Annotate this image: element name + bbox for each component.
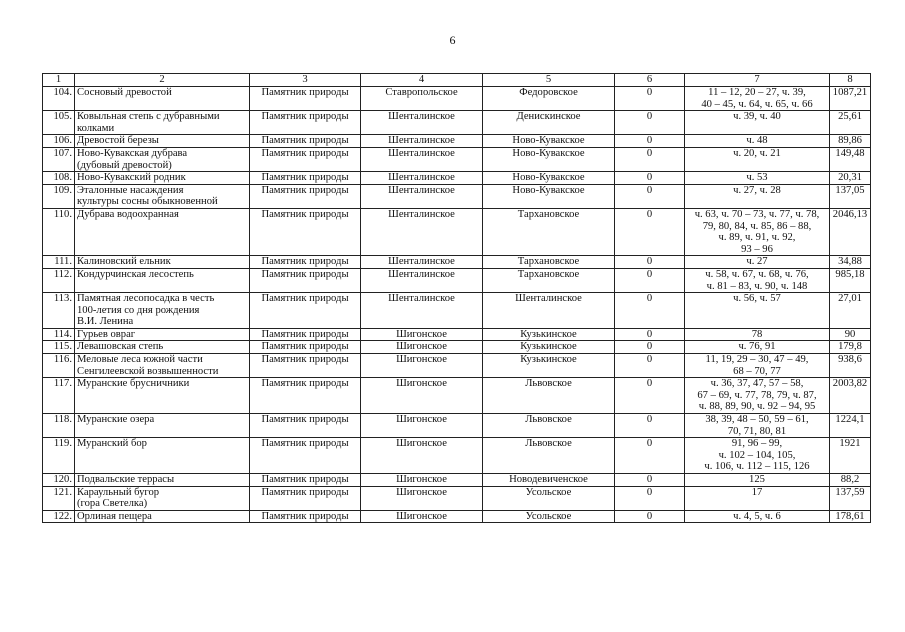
district-cell: Шигонское [361,486,483,510]
table-row [43,341,871,354]
quarters-line: 17 [751,486,763,498]
table-row [43,268,871,292]
site-name-line: Сенгилеевской возвышенности [77,365,219,377]
quarters-line: ч. 81 – 83, ч. 90, ч. 148 [706,280,808,292]
category-cell: Памятник природы [250,135,361,148]
area-cell: 938,6 [830,354,871,378]
area-cell: 90 [830,328,871,341]
zone-cell: 0 [615,474,685,487]
site-name-cell [75,135,250,148]
area-cell: 2046,13 [830,208,871,255]
area-cell: 985,18 [830,268,871,292]
forestry-cell: Львовское [483,414,615,438]
site-name-cell [75,328,250,341]
quarters-line: ч. 89, ч. 91, ч. 92, [718,232,796,244]
category-cell: Памятник природы [250,328,361,341]
quarters-cell [685,354,830,378]
category-cell: Памятник природы [250,510,361,523]
quarters-line: ч. 20, ч. 21 [733,147,781,159]
quarters-line: 68 – 70, 77 [733,365,781,377]
site-name-line: В.И. Ленина [77,316,134,328]
forestry-cell: Ново-Кувакское [483,135,615,148]
site-name-cell [75,510,250,523]
table-row [43,87,871,111]
column-header: 4 [361,74,483,87]
site-name-cell [75,474,250,487]
site-name-line: Подвальские террасы [77,474,175,485]
quarters-line: ч. 36, 37, 47, 57 – 58, [710,378,804,390]
category-cell: Памятник природы [250,341,361,354]
zone-cell: 0 [615,208,685,255]
quarters-cell [685,87,830,111]
category-cell: Памятник природы [250,378,361,414]
district-cell: Шигонское [361,474,483,487]
quarters-cell [685,172,830,185]
quarters-cell [685,474,830,487]
column-header: 2 [75,74,250,87]
district-cell: Шенталинское [361,208,483,255]
quarters-line: 93 – 96 [741,243,773,255]
column-header: 5 [483,74,615,87]
site-name-cell [75,354,250,378]
site-name-line: Левашовская степь [77,341,164,353]
site-name-cell [75,268,250,292]
forestry-cell: Шенталинское [483,293,615,329]
quarters-cell [685,341,830,354]
district-cell: Шигонское [361,510,483,523]
table-row [43,414,871,438]
district-cell: Шигонское [361,341,483,354]
site-name-line: колками [77,122,115,134]
site-name-cell [75,208,250,255]
column-header: 7 [685,74,830,87]
area-cell: 1224,1 [830,414,871,438]
district-cell: Шенталинское [361,256,483,269]
area-cell: 27,01 [830,293,871,329]
district-cell: Шигонское [361,438,483,474]
forestry-cell: Тархановское [483,268,615,292]
zone-cell: 0 [615,328,685,341]
row-number-cell: 107. [43,147,75,171]
table-row [43,172,871,185]
table-row [43,510,871,523]
quarters-cell [685,256,830,269]
row-number-cell: 111. [43,256,75,269]
quarters-line: 125 [749,474,765,485]
table-row [43,438,871,474]
site-name-cell [75,147,250,171]
row-number-cell: 112. [43,268,75,292]
table-row [43,256,871,269]
category-cell: Памятник природы [250,474,361,487]
area-cell: 88,2 [830,474,871,487]
site-name-line: Древостой березы [77,135,159,147]
category-cell: Памятник природы [250,172,361,185]
category-cell: Памятник природы [250,87,361,111]
district-cell: Шенталинское [361,172,483,185]
zone-cell: 0 [615,256,685,269]
district-cell: Шенталинское [361,111,483,135]
row-number-cell: 119. [43,438,75,474]
forestry-cell: Тархановское [483,256,615,269]
site-name-line: Гурьев овраг [77,328,136,340]
site-name-cell [75,414,250,438]
forestry-cell: Ново-Кувакское [483,184,615,208]
forestry-cell: Ново-Кувакское [483,147,615,171]
quarters-line: 70, 71, 80, 81 [727,425,787,437]
quarters-line: ч. 39, ч. 40 [733,111,781,123]
table-row [43,208,871,255]
quarters-line: ч. 88, 89, 90, ч. 92 – 94, 95 [698,401,816,413]
area-cell: 20,31 [830,172,871,185]
quarters-cell [685,328,830,341]
quarters-line: 79, 80, 84, ч. 85, 86 – 88, [702,220,812,232]
row-number-cell: 104. [43,87,75,111]
quarters-cell [685,378,830,414]
site-name-line: Муранские брусничники [77,378,190,390]
category-cell: Памятник природы [250,438,361,474]
quarters-line: ч. 106, ч. 112 – 115, 126 [704,461,810,473]
quarters-cell [685,293,830,329]
row-number-cell: 109. [43,184,75,208]
row-number-cell: 114. [43,328,75,341]
row-number-cell: 108. [43,172,75,185]
site-name-line: 100-летия со дня рождения [77,304,200,316]
quarters-line: 11, 19, 29 – 30, 47 – 49, [705,354,809,366]
site-name-line: (дубовый древостой) [77,159,172,171]
district-cell: Шенталинское [361,135,483,148]
site-name-line: Орлиная пещера [77,510,152,522]
category-cell: Памятник природы [250,414,361,438]
site-name-line: Муранский бор [77,438,147,450]
table-row [43,135,871,148]
quarters-cell [685,486,830,510]
site-name-line: Ново-Кувакский родник [77,172,186,184]
forestry-cell: Усольское [483,510,615,523]
area-cell: 137,59 [830,486,871,510]
category-cell: Памятник природы [250,147,361,171]
area-cell: 178,61 [830,510,871,523]
zone-cell: 0 [615,172,685,185]
district-cell: Ставропольское [361,87,483,111]
site-name-cell [75,172,250,185]
quarters-line: 11 – 12, 20 – 27, ч. 39, [708,87,806,98]
table-row [43,328,871,341]
table-body [43,87,871,523]
row-number-cell: 106. [43,135,75,148]
site-name-line: Кондурчинская лесостепь [77,268,194,280]
zone-cell: 0 [615,135,685,148]
area-cell: 179,8 [830,341,871,354]
site-name-cell [75,293,250,329]
site-name-cell [75,486,250,510]
district-cell: Шенталинское [361,268,483,292]
category-cell: Памятник природы [250,256,361,269]
zone-cell: 0 [615,268,685,292]
site-name-cell [75,111,250,135]
site-name-line: Муранские озера [77,414,155,426]
zone-cell: 0 [615,147,685,171]
quarters-line: ч. 102 – 104, 105, [718,449,796,461]
quarters-line: ч. 63, ч. 70 – 73, ч. 77, ч. 78, [694,208,820,220]
quarters-line: ч. 56, ч. 57 [733,293,781,305]
quarters-cell [685,147,830,171]
table-row [43,293,871,329]
area-cell: 149,48 [830,147,871,171]
row-number-cell: 105. [43,111,75,135]
area-cell: 1087,21 [830,87,871,111]
forestry-cell: Кузькинское [483,341,615,354]
forestry-cell: Кузькинское [483,328,615,341]
row-number-cell: 118. [43,414,75,438]
site-name-cell [75,341,250,354]
row-number-cell: 117. [43,378,75,414]
area-cell: 137,05 [830,184,871,208]
row-number-cell: 121. [43,486,75,510]
column-header: 8 [830,74,871,87]
zone-cell: 0 [615,354,685,378]
site-name-line: (гора Светелка) [77,498,148,510]
row-number-cell: 113. [43,293,75,329]
site-name-line: Меловые леса южной части [77,354,203,366]
quarters-cell [685,510,830,523]
quarters-line: ч. 53 [746,172,768,184]
category-cell: Памятник природы [250,208,361,255]
quarters-line: ч. 48 [746,135,768,147]
site-name-line: Ново-Кувакская дубрава [77,147,188,159]
zone-cell: 0 [615,341,685,354]
table-header [43,74,871,87]
site-name-line: культуры сосны обыкновенной [77,196,218,208]
category-cell: Памятник природы [250,111,361,135]
column-header: 6 [615,74,685,87]
row-number-cell: 116. [43,354,75,378]
zone-cell: 0 [615,438,685,474]
table-row [43,474,871,487]
zone-cell: 0 [615,293,685,329]
quarters-line: 67 – 69, ч. 77, 78, 79, ч. 87, [697,389,817,401]
zone-cell: 0 [615,378,685,414]
forestry-cell: Федоровское [483,87,615,111]
table-row [43,378,871,414]
protected-areas-table [42,73,871,523]
site-name-cell [75,438,250,474]
forestry-cell: Тархановское [483,208,615,255]
area-cell: 1921 [830,438,871,474]
zone-cell: 0 [615,486,685,510]
site-name-line: Эталонные насаждения [77,184,184,196]
quarters-cell [685,414,830,438]
forestry-cell: Ново-Кувакское [483,172,615,185]
district-cell: Шенталинское [361,184,483,208]
category-cell: Памятник природы [250,184,361,208]
district-cell: Шенталинское [361,293,483,329]
quarters-cell [685,184,830,208]
category-cell: Памятник природы [250,486,361,510]
row-number-cell: 115. [43,341,75,354]
forestry-cell: Кузькинское [483,354,615,378]
quarters-cell [685,135,830,148]
forestry-cell: Львовское [483,378,615,414]
row-number-cell: 122. [43,510,75,523]
column-number-row [43,74,871,87]
area-cell: 34,88 [830,256,871,269]
zone-cell: 0 [615,111,685,135]
area-cell: 89,86 [830,135,871,148]
quarters-cell [685,111,830,135]
quarters-cell [685,438,830,474]
site-name-line: Сосновый древостой [77,87,172,98]
quarters-line: 91, 96 – 99, [731,438,783,450]
table-row [43,111,871,135]
zone-cell: 0 [615,87,685,111]
quarters-line: ч. 27, ч. 28 [733,184,781,196]
category-cell: Памятник природы [250,293,361,329]
district-cell: Шигонское [361,354,483,378]
quarters-cell [685,208,830,255]
quarters-line: 40 – 45, ч. 64, ч. 65, ч. 66 [701,98,813,110]
forestry-cell: Денискинское [483,111,615,135]
category-cell: Памятник природы [250,354,361,378]
site-name-cell [75,256,250,269]
area-cell: 25,61 [830,111,871,135]
forestry-cell: Усольское [483,486,615,510]
quarters-line: ч. 58, ч. 67, ч. 68, ч. 76, [705,268,809,280]
district-cell: Шигонское [361,414,483,438]
row-number-cell: 110. [43,208,75,255]
area-cell: 2003,82 [830,378,871,414]
site-name-cell [75,378,250,414]
forestry-cell: Львовское [483,438,615,474]
site-name-line: Караульный бугор [77,486,160,498]
site-name-line: Калиновский ельник [77,256,171,268]
page-number: 6 [449,33,456,47]
zone-cell: 0 [615,414,685,438]
quarters-line: ч. 27 [746,256,768,268]
district-cell: Шигонское [361,328,483,341]
table-row [43,147,871,171]
column-header: 3 [250,74,361,87]
table-row [43,486,871,510]
forestry-cell: Новодевиченское [483,474,615,487]
column-header: 1 [43,74,75,87]
site-name-line: Ковыльная степь с дубравными [77,111,220,123]
quarters-line: ч. 76, 91 [738,341,776,353]
district-cell: Шенталинское [361,147,483,171]
table-row [43,184,871,208]
zone-cell: 0 [615,184,685,208]
row-number-cell: 120. [43,474,75,487]
site-name-cell [75,184,250,208]
quarters-line: ч. 4, 5, ч. 6 [733,510,781,522]
site-name-cell [75,87,250,111]
site-name-line: Дубрава водоохранная [77,208,179,220]
quarters-cell [685,268,830,292]
site-name-line: Памятная лесопосадка в честь [77,293,215,305]
quarters-line: 38, 39, 48 – 50, 59 – 61, [705,414,809,426]
category-cell: Памятник природы [250,268,361,292]
table-row [43,354,871,378]
quarters-line: 78 [751,328,763,340]
zone-cell: 0 [615,510,685,523]
district-cell: Шигонское [361,378,483,414]
